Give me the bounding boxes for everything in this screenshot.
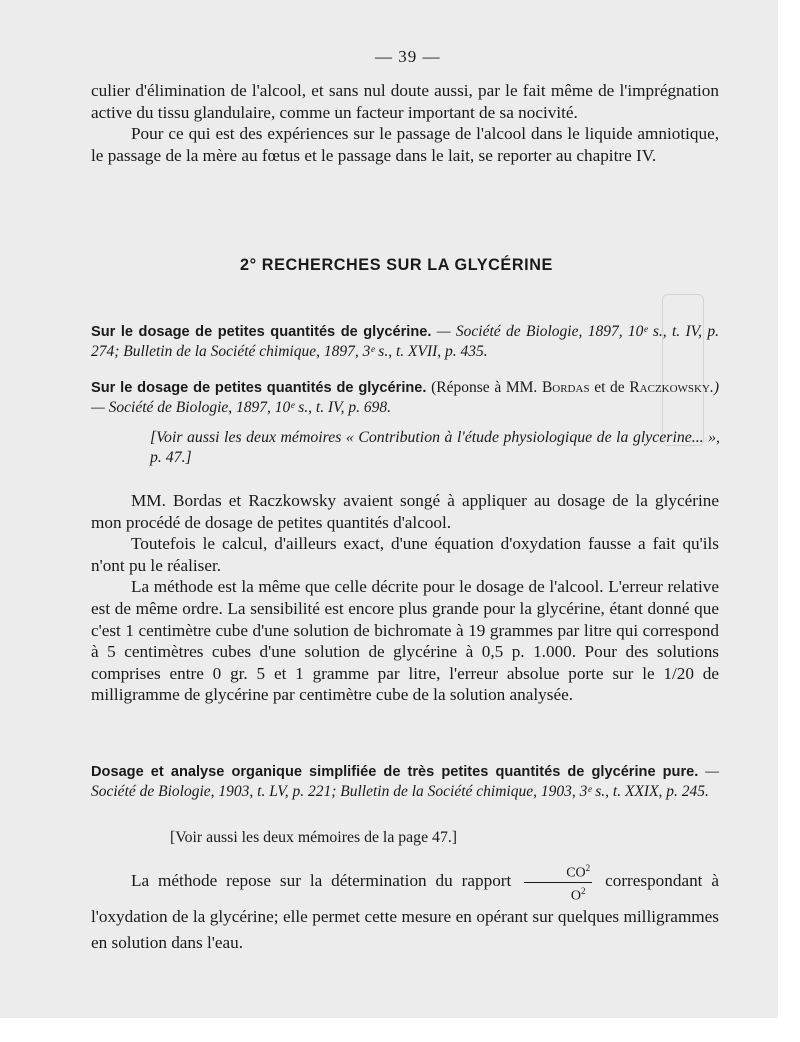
paragraph-amniotique: Pour ce qui est des expériences sur le passage de l'alcool dans le liquide amniotique, le passage de la mère au fœtus et le passage dans le lait, se reporter au chapitre IV.: [91, 124, 719, 165]
fraction-numerator: CO: [566, 865, 586, 881]
bleed-through-figure: [662, 294, 704, 446]
reference-1-citation: — Société de Biologie, 1897, 10ᵉ s., t. IV, p. 274; Bulletin de la Société chimique, 1897, 3ᵉ s., t. XVII, p. 435.: [91, 323, 719, 360]
top-paragraphs: [91, 80, 719, 166]
page-bottom-margin: [0, 1018, 800, 1042]
fraction-numerator-sup: 2: [585, 863, 591, 873]
note-2-text: [Voir aussi les deux mémoires de la page 47.]: [170, 829, 458, 846]
reference-2-text-a: (Réponse à MM.: [426, 379, 542, 396]
paragraph-methode: La méthode est la même que celle décrite pour le dosage de l'alcool. L'erreur relative est de même ordre. La sensibilité est encore plus grande pour la glycérine, étant donné que c'est 1 centimètre cube d'une solution de bichromate à 19 grammes par litre qui correspond à 5 centimètres cubes d'une solution de glycérine à 0,5 p. 1.000. Pour des solutions comprises entre 0 gr. 5 et 1 gramme par litre, l'erreur absolue porte sur le 1/20 de milligramme de glycérine par centimètre cube de la solution analysée.: [91, 577, 719, 705]
reference-2-text-b: et de: [589, 379, 630, 396]
note-2: [170, 828, 740, 848]
note-1: [150, 428, 720, 468]
page-number: — 39 —: [375, 47, 441, 66]
body-paragraphs: [91, 490, 719, 706]
reference-2: [91, 378, 719, 417]
reference-1-title: Sur le dosage de petites quantités de glycérine.: [91, 324, 432, 340]
paragraph-toutefois: Toutefois le calcul, d'ailleurs exact, d'une équation d'oxydation fausse a fait qu'ils n'ont pu le réaliser.: [91, 534, 719, 575]
fraction-denominator: O: [570, 888, 581, 904]
reference-2-citation: .) — Société de Biologie, 1897, 10ᵉ s., t. IV, p. 698.: [91, 379, 719, 416]
paragraph-bordas: MM. Bordas et Raczkowsky avaient songé à appliquer au dosage de la glycérine mon procédé de dosage de petites quantités d'alcool.: [91, 491, 719, 532]
reference-2-author-a: Bordas: [541, 379, 590, 396]
paragraph-elimination: culier d'élimination de l'alcool, et sans nul doute aussi, par le fait même de l'imprégnation active du tissu glandulaire, comme un facteur important de sa nocivité.: [91, 81, 719, 122]
reference-2-title: Sur le dosage de petites quantités de glycérine.: [91, 380, 427, 396]
reference-3: [91, 762, 719, 801]
reference-3-citation: — Société de Biologie, 1903, t. LV, p. 221; Bulletin de la Société chimique, 1903, 3ᵉ s., t. XXIX, p. 245.: [91, 763, 719, 800]
reference-3-title: Dosage et analyse organique simplifiée de très petites quantités de glycérine pure.: [91, 764, 699, 780]
fraction-denominator-sup: 2: [581, 885, 586, 896]
section-heading: 2° RECHERCHES SUR LA GLYCÉRINE: [240, 256, 553, 274]
page-edge: [778, 0, 800, 1042]
reference-2-author-b: Raczkowsky: [629, 379, 710, 396]
note-1-text: [Voir aussi les deux mémoires « Contribution à l'étude physiologique de la glycerine... », p. 47.]: [150, 429, 720, 466]
final-text-after: correspondant à l'oxydation de la glycérine; elle permet cette mesure en opérant sur quelques milligrammes en solution dans l'eau.: [91, 871, 720, 953]
final-paragraph: [91, 860, 719, 956]
final-text-before: La méthode repose sur la détermination du rapport: [131, 871, 512, 891]
ratio-fraction: [524, 860, 592, 904]
reference-1: [91, 322, 719, 361]
